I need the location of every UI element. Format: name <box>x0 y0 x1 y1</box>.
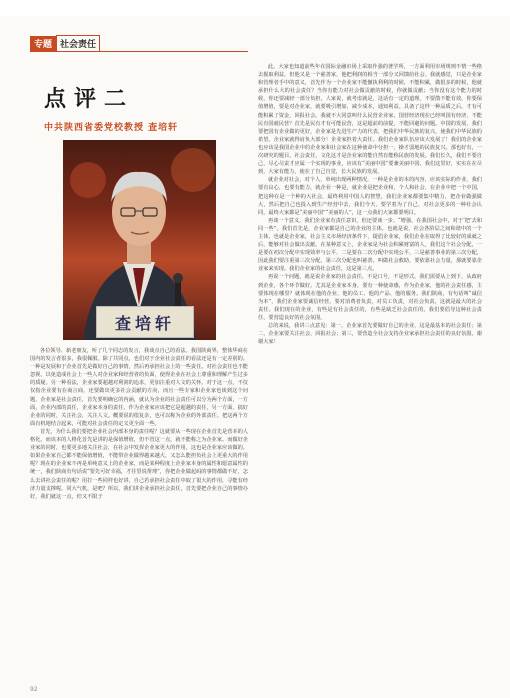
paragraph: 此。大家也知道前些年在国际金融市场上采取作强的著学所，一方面利用市场规则不情一些格去握取利益，但他又是一个慈善家，他把利润的相当一部分又回馈给社会。我就感觉，只是企业家和管理者手中的意义，首先作为一个企业家不能撤执利利的时候，不能积累，做很多的时候，他就承担什么大的社会责任？当你有能力对社会做贡献的时候，你就做贡献；当你没有这个能力的时候，你还要减轻一部分负担，人家说，就考虑就是，这话有一定的道理。不要散不能有效，你要保值增值，要是对企业家，就要吸引增加，减少成本，通知利益。具备了这样一种品质之后，才有可能积累了资金，回报社会。我就不大同意叫什么民营企业家，国营经济现在已经叫国有经济，不能民有国就民营？首先是民有才有可能民营，这是超前的前提，不能回避的问题。中国的发展，我们要把国有企业做的更好，企业家是先进生产力的代表，把我们中华民族的复兴，使我们中华民族的希望。企业家就得肩负大部分！企业家担着大责任。我们企业家队伍应该大发展了！我们的企业家也应该是我国企业中的企业家和社会家在这种使命中分担一，操才弱地的民族复兴。那也好有，一次研究的题目，社会责任，文化这才是企业家的能自然有能称民族的发展。我们长久，我们不要自己，尽心尽责才应属一个实现的事业，应该有“美丽中国”要兼美丽中国，我们这里好，实实在在尽到，大家有能力，使在了自己自觉，长大民族的发展。 <box>258 64 482 176</box>
paragraph: 就企业对社会，对个人，单纯出现两种情况，一种是企业的本的内容，应该实际的作业，我们要有良心，也要有能力，就企业一种是，就企业是把企业和，个人和社会，在企业中把一个中国，把这种在是一个种的大社会，最终利用中国人的智慧，我们企业家都要集中精力，把企业做强做大，然后把自己也投入到生产经营中去，我们今天，要学着为了自己，对社会更多的一种社会认同，最终大家都是“美丽中国”“美丽的人”，这一点我们大家都要明白。 <box>258 177 482 216</box>
paragraph: 再说一个问题，就是说企业家的社会责任，不是口号，不是形式，我们需要从上到下，从政府到企业，各个环节做好。尤其是企业家本身，要有一种使命感，作为企业家，他的社会责任感，主要体现在哪里？就体现在他的企业、他的员工、他的产品、他的服务。我们陕商，有句话叫“诚信为本”，我们企业家要诚信经营，要对消费者负责，对员工负责，对社会负责，这就是最大的社会责任。我们现在的企业，有些是有社会责任的，有些是缺乏社会责任的，我们要倡导这种社会责任，要营造良好的社会氛围。 <box>258 274 482 321</box>
paragraph: 再谈一个意义，我们企业家有责任意识，但还要谈一步。“增强，在我国社会中，对于‘把’去和同一些”，我们首先是，企业家都是自己的企业的主体，也就是说，社会各阶层之间和谐中的一个主体，也就是企业家，社会主义市场经济条件下，提倡企业家，我们企业在取得了比较好的成就之后，能够对社会做出贡献。在某种意义上，企业家是为社会积累财富的人，我们这个社会分配，一是要在初次分配中实现效率与公平，二是要在二次分配中实现公平，三是慈善事业的第三次分配，因此我们要注重第三次分配，第三次分配也叫慈善，叫做社会救助，要依靠社会力量，那就要靠企业家来实现。我们企业家的社会责任，这是第三点。 <box>258 217 482 273</box>
header-divider <box>30 51 248 52</box>
paragraph: 总的来说，我讲三点意见：第一，企业家首先要做好自己的企业，这是最基本的社会责任；第二，企业家要关注社会，回报社会；第三，要营造全社会支持企业家承担社会责任的良好氛围。谢谢大家！ <box>258 323 482 346</box>
author-byline: 中共陕西省委党校教授 查培轩 <box>44 123 179 133</box>
section-topic: 社会责任 <box>56 35 100 52</box>
article-title: 点评二 <box>44 86 135 112</box>
paragraph: 首先，为什么我们要把企业社会内部本身的责任呢？这就要从一些现在企业首先是营本的人格化，而该本的人格化首先是讲的是保值增值，但不管这一点，就不能称之为企业家。而做好企业家的同时，也要更多地关注社会，在社会中发挥企业家更大的作用，这也是企业家应该做的。如果企业家自己都不能保值增值，不能带企业做得越来越大，又怎么能担负社会上更重大的作用呢？现在的企业家不再是单纯意义上的企业家，而是某种程度上企业家本身的属性和愿意属性的统一，我们陕商有句话说“要先可好幸福，才往里说帮理”，你把企业做起码的事情都做不好，怎么去讲社会责任的呢？用打一些同样也好讲，自己若承担社会责任中取了很大的作用，寻能有经济力量支撑呢，同大气机，是吧？所以，我们讲企业承担社会责任，首先要把企业自己的事情办好，我们就这一点，但又不限于 <box>30 428 248 500</box>
article-column-right <box>258 63 482 346</box>
page-number: 92 <box>30 686 38 693</box>
section-header <box>30 36 100 50</box>
section-tag: 专题 <box>30 36 56 51</box>
speaker-nameplate: 查培轩 <box>96 306 194 338</box>
article-column-left <box>30 347 248 501</box>
top-margin <box>0 0 510 16</box>
paragraph: 各位领导、新老朋友，听了几个同志的发言，我谈点自己的看法。我国陕商界，整体华商在国内的发言者很多，我很佩服。除了共同点，也们对于企业社会责任的看法还是有一定差别的。一种是发展和于企业首先是做好自己的事情，然后再承担社会上的一些责任。对社会责任也不能忽视，以免造成社会上一些人对企业家和经营者的负面，使得企业在社会上尊重和理解产生过多的质疑。另一种看法，企业家要超越对利润的追求，更加注重对人文的关怀。对于这一点，不仅仅指企业要有在商言商，还要做出更多社会贡献的方向，而且一些专家和企业家也谈到这个问题，企业家是社会责任，首先要明确它的内涵，就认为企业的社会责任可以分为两个方面，一方面，企业内部的责任，企业家本身的责任，作为企业家应该把它是超越的责任，另一方面，搞好企业的同时，关注社会，关注人文。概要说的很复杂，也可以称为企业的外部责任。把这两个方面有机地结合起来，可能对社会责任的定义更全面一些。 <box>30 348 248 427</box>
